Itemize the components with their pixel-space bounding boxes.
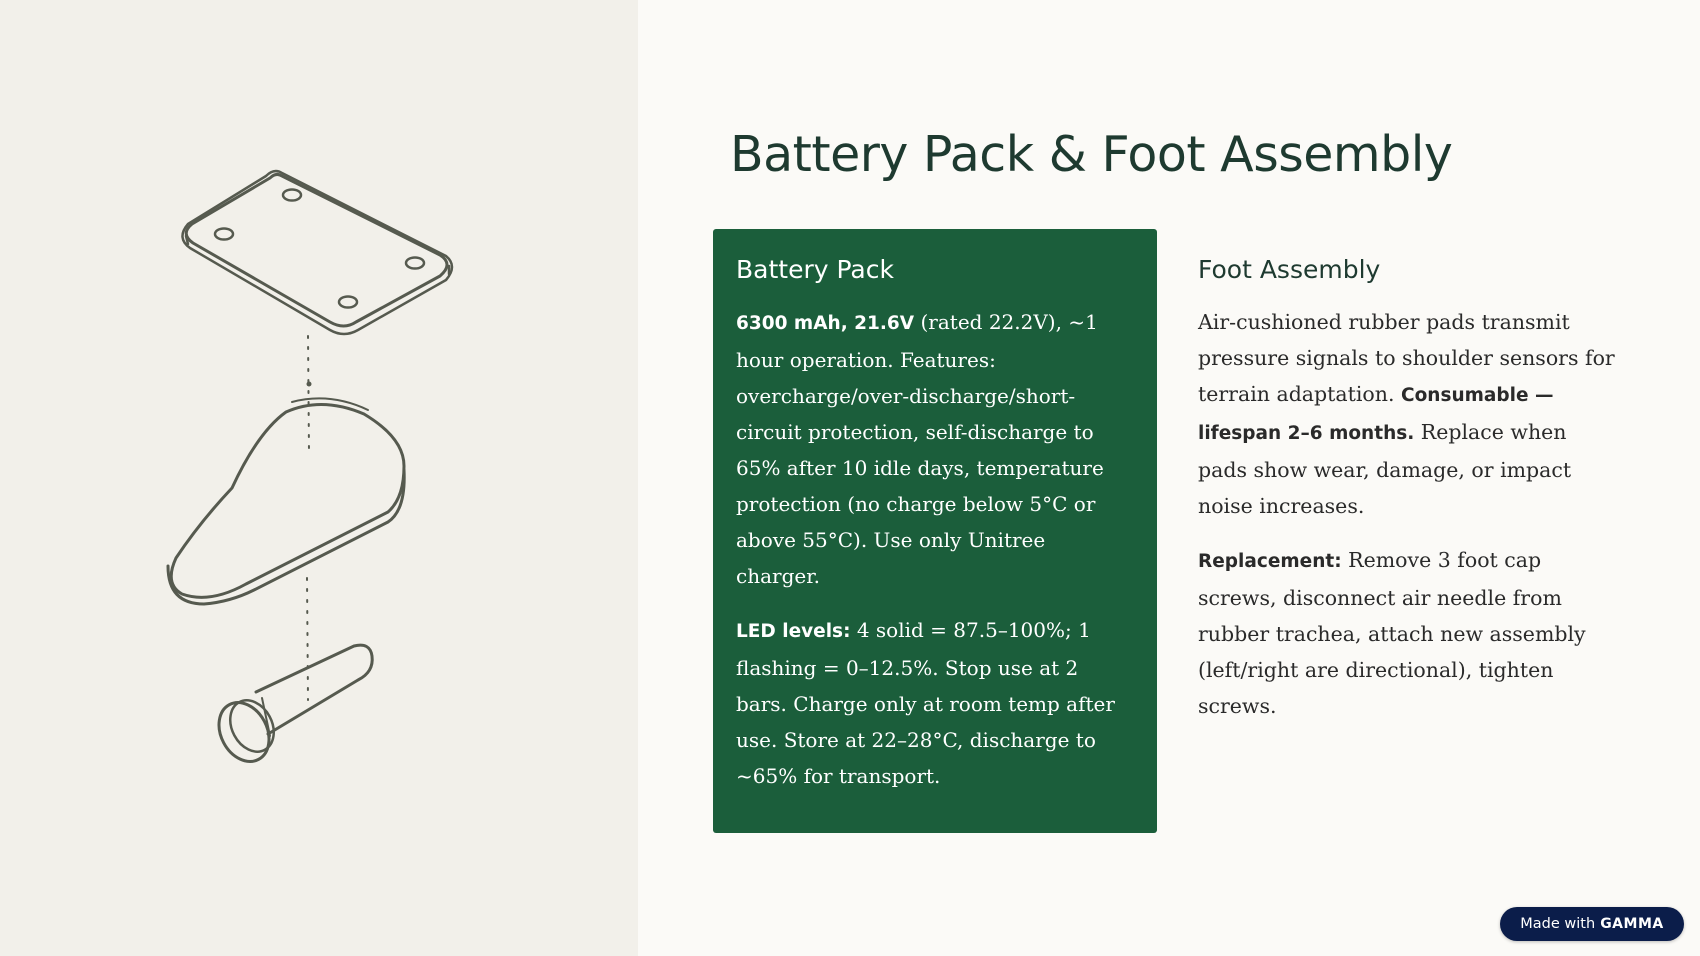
foot-replace-note: Replace when pads show wear, damage, or impact noise increases. [1198, 420, 1572, 518]
page-title: Battery Pack & Foot Assembly [730, 126, 1453, 183]
battery-pack-heading: Battery Pack [736, 255, 894, 284]
led-levels-paragraph [736, 612, 1135, 794]
illustration-panel [0, 0, 638, 956]
consumable-note-bold: Consumable — lifespan 2–6 months. [1198, 385, 1554, 444]
made-with-gamma-badge[interactable] [1500, 907, 1684, 941]
replacement-label: Replacement: [1198, 551, 1342, 572]
replacement-text: Remove 3 foot cap screws, disconnect air needle from rubber trachea, attach new assembly (left/right are directional), tighten screws. [1198, 548, 1586, 718]
badge-prefix: Made with [1520, 916, 1596, 932]
rubber-foot-pad-icon [168, 398, 404, 604]
exploded-foot-assembly-icon [0, 0, 638, 956]
battery-specs-text: (rated 22.2V), ~1 hour operation. Features: overcharge/over-discharge/short-circuit protection, self-discharge to 65% after 10 idle days, temperature protection (no charge below 5°C or above 55°C). Use only Unitree charger. [736, 310, 1104, 588]
battery-pack-card [713, 229, 1157, 833]
led-levels-text: 4 solid = 87.5–100%; 1 flashing = 0–12.5%. Stop use at 2 bars. Charge only at room temp after use. Store at 22–28°C, discharge to ~65% for transport. [736, 618, 1115, 788]
battery-specs-paragraph [736, 304, 1135, 594]
battery-capacity-bold: 6300 mAh, 21.6V [736, 313, 915, 334]
foot-assembly-heading: Foot Assembly [1198, 255, 1381, 284]
foot-cap-plate-icon [182, 171, 452, 334]
air-needle-icon [209, 645, 372, 770]
gamma-logo: GAMMA [1600, 916, 1664, 932]
replacement-paragraph [1198, 542, 1618, 724]
foot-description-text: Air-cushioned rubber pads transmit pressure signals to shoulder sensors for terrain adaptation. [1198, 310, 1615, 406]
led-levels-label: LED levels: [736, 621, 851, 642]
foot-description-paragraph [1198, 304, 1618, 524]
foot-assembly-card [1198, 229, 1618, 742]
assembly-guide-lines [307, 336, 309, 700]
